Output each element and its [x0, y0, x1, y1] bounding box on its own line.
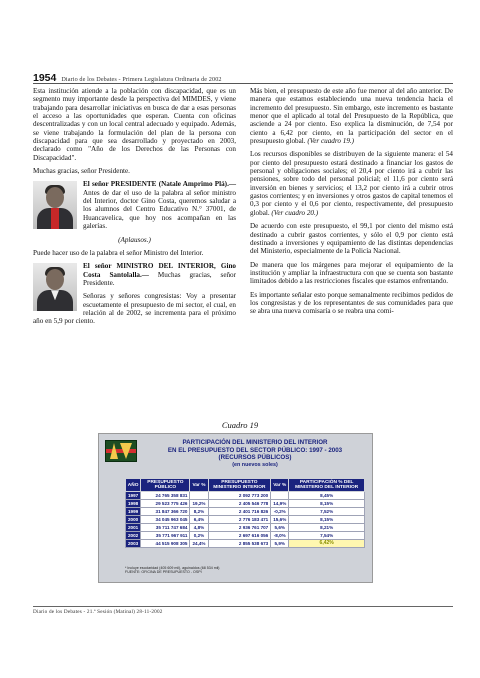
cell-var: 5,6% [271, 524, 289, 532]
figure-title-line: EN EL PRESUPUESTO DEL SECTOR PÚBLICO: 1997 - 2003 [167, 446, 343, 454]
cell-public-budget: 44 515 908 305 [141, 540, 190, 548]
table-row [126, 524, 365, 532]
table-row [126, 508, 365, 516]
paragraph: De acuerdo con este presupuesto, el 99,1 por ciento del mismo está destinado a cubrir gastos corrientes, y sólo el 0,9 por ciento está destinado a inversiones y equipamiento de las distintas dependencias del Ministerio, especialmente de la Policía Nacional. [250, 222, 453, 256]
table-row [126, 540, 365, 548]
cell-var: 15,6% [271, 516, 289, 524]
budget-table [125, 478, 365, 548]
paragraph: Señoras y señores congresistas: Voy a presentar escuetamente el presupuesto de mi sector, el cual, en relación al de 2002, se incrementa para el próximo año en 5,9 por ciento. [33, 292, 236, 326]
column-header: PARTICIPACIÓN % DEL MINISTERIO DEL INTERIOR [289, 479, 365, 492]
figure-title [139, 439, 371, 469]
cell-year: 1999 [126, 508, 141, 516]
cell-year: 2001 [126, 524, 141, 532]
cell-var: 6,4% [190, 516, 208, 524]
cell-var [190, 492, 208, 500]
cell-year: 2000 [126, 516, 141, 524]
cell-year: 2003 [126, 540, 141, 548]
paragraph: Puede hacer uso de la palabra el señor Ministro del Interior. [33, 248, 204, 257]
speaker-name: El señor MINISTRO DEL INTERIOR, Gino Costa Santolalla.— [83, 262, 236, 279]
cell-share: 8,15% [289, 500, 365, 508]
figure-label: Cuadro 19 [221, 420, 259, 430]
figure-note: * Incluye escolaridad (405 609 mil), aguinaldos (68 534 mil) [125, 566, 220, 570]
speaker-text: Antes de dar el uso de la palabra al señor ministro del Interior, doctor Gino Costa, queremos saludar a los alumnos del Centro Educativo N.° 37001, de Huancavelica, que hoy nos acompañan en las galerías. [83, 188, 236, 231]
figure-source: FUENTE: OFICINA DE PRESUPUESTO - OSPI [125, 570, 202, 575]
figure-notes [125, 566, 220, 575]
paragraph-text: Más bien, el presupuesto de este año fue menor al del año anterior. De manera que estamos estableciendo una nueva tendencia hacia el incremento del presupuesto. Sin embargo, este incremento es bastante menor que el aplicado al total del Presupuesto de la República, que asciende a 24 por ciento. Eso explica la disminución, de 7,54 por ciento a 6,42 por ciento, en la participación del sector en el presupuesto global. [250, 87, 453, 146]
cell-ministry-budget: 2 936 761 707 [208, 524, 271, 532]
cell-share: 7,54% [289, 532, 365, 540]
right-column [250, 87, 453, 321]
cell-year: 1997 [126, 492, 141, 500]
column-header: PRESUPUESTO MINISTERIO INTERIOR [208, 479, 271, 492]
column-header: Var % [190, 479, 208, 492]
applause: (Aplausos.) [118, 235, 151, 244]
speaker-name: El señor PRESIDENTE (Natale Amprimo Plá).— [83, 180, 236, 189]
figure-title-line: (en nuevos soles) [232, 461, 278, 468]
paragraph-text: Los recursos disponibles se distribuyen de la siguiente manera: el 54 por ciento del presupuesto estará destinado a financiar los gastos de personal y obligaciones sociales; el 20,4 por ciento irá a cubrir las pensiones, sobre todo del personal policial; el 11,6 por ciento será inversión en bienes y servicios; el 13,2 por ciento irá a cubrir otros gastos corrientes; y en inversiones y otros gastos de capital tenemos el 0,3 por ciento y el 0,6 por ciento, respectivamente, del presupuesto global. [250, 150, 453, 217]
column-header: PRESUPUESTO PÚBLICO [141, 479, 190, 492]
paragraph [250, 150, 453, 217]
column-header: AÑO [126, 479, 141, 492]
cell-var [271, 492, 289, 500]
speaker-paragraph [33, 262, 236, 287]
footer-rule [33, 606, 453, 607]
table-row [126, 492, 365, 500]
header-rule [33, 83, 453, 84]
cell-share: 7,52% [289, 508, 365, 516]
speaker-photo-president [33, 181, 77, 229]
paragraph: Muchas gracias, señor Presidente. [33, 167, 130, 176]
cell-public-budget: 29 523 775 426 [141, 500, 190, 508]
speaker-text: Muchas gracias, señor Presidente. [83, 270, 237, 287]
cell-share: 8,45% [289, 492, 365, 500]
cell-var: 24,4% [190, 540, 208, 548]
cell-year: 1998 [126, 500, 141, 508]
table-row [126, 516, 365, 524]
cell-public-budget: 35 771 967 911 [141, 532, 190, 540]
cell-var: -0,2% [271, 508, 289, 516]
paragraph: Es importante señalar esto porque semanalmente recibimos pedidos de los congresistas y de los representantes de sus comunidades para que se abra una nueva comisaría o se reabra una comi- [250, 290, 453, 316]
table-row [126, 500, 365, 508]
cell-ministry-budget: 2 776 183 471 [208, 516, 271, 524]
speaker-paragraph [33, 180, 236, 230]
cell-var: 14,9% [271, 500, 289, 508]
table-header-row [126, 479, 365, 492]
cell-var: 5,9% [271, 540, 289, 548]
page-number: 1954 [33, 72, 57, 84]
cell-var: 19,2% [190, 500, 208, 508]
paragraph: De manera que los márgenes para mejorar el equipamiento de la institución y ampliar la infraestructura con que se cuenta son bastante limitados debido a las restricciones fiscales que estamos enfrentando. [250, 260, 453, 286]
header-title: Diario de los Debates - Primera Legislatura Ordinaria de 2002 [61, 76, 222, 83]
page-footer: Diario de los Debates - 21.ª Sesión (Matinal) 28-11-2002 [33, 609, 163, 615]
figure-title-line: (RECURSOS PÚBLICOS) [218, 454, 292, 462]
cell-public-budget: 31 847 366 720 [141, 508, 190, 516]
cell-var: -8,0% [271, 532, 289, 540]
table-row [126, 532, 365, 540]
left-column [33, 87, 236, 331]
cell-public-budget: 35 711 747 684 [141, 524, 190, 532]
cell-ministry-budget: 2 405 546 778 [208, 500, 271, 508]
cell-ministry-budget: 2 697 616 056 [208, 532, 271, 540]
cell-ministry-budget: 2 401 716 826 [208, 508, 271, 516]
cell-public-budget: 24 765 358 831 [141, 492, 190, 500]
cell-share: 8,15% [289, 516, 365, 524]
cell-var: 4,8% [190, 524, 208, 532]
cell-ministry-budget: 2 855 538 673 [208, 540, 271, 548]
speaker-photo-minister [33, 263, 77, 311]
column-header: Var % [271, 479, 289, 492]
cell-public-budget: 34 045 963 045 [141, 516, 190, 524]
cell-var: 8,2% [190, 508, 208, 516]
cell-var: 0,2% [190, 532, 208, 540]
table-reference: (Ver cuadro 19.) [305, 137, 355, 146]
cell-share-highlight: 6,42% [289, 540, 365, 548]
cell-share: 8,21% [289, 524, 365, 532]
budget-table-figure [98, 433, 373, 583]
figure-title-line: PARTICIPACIÓN DEL MINISTERIO DEL INTERIOR [182, 439, 328, 446]
paragraph: Esta institución atiende a la población con discapacidad, que es un segmento muy importante desde la perspectiva del MIMDES, y viene trabajando para desarrollar iniciativas en busca de dar a esas personas el acceso a las oportunidades que esperan. Cuenta con oficinas descentralizadas y con un local central adecuado y equipado. Además, se viene trabajando la formulación del plan de la persona con discapacidad para que sea desarrollado y proyectado en 2003, declarado como "Año de los Derechos de las Personas con Discapacidad". [33, 87, 236, 162]
paragraph [250, 87, 453, 145]
cell-ministry-budget: 2 092 773 200 [208, 492, 271, 500]
ministry-logo [105, 440, 137, 462]
cell-year: 2002 [126, 532, 141, 540]
table-reference: (Ver cuadro 20.) [269, 208, 319, 217]
